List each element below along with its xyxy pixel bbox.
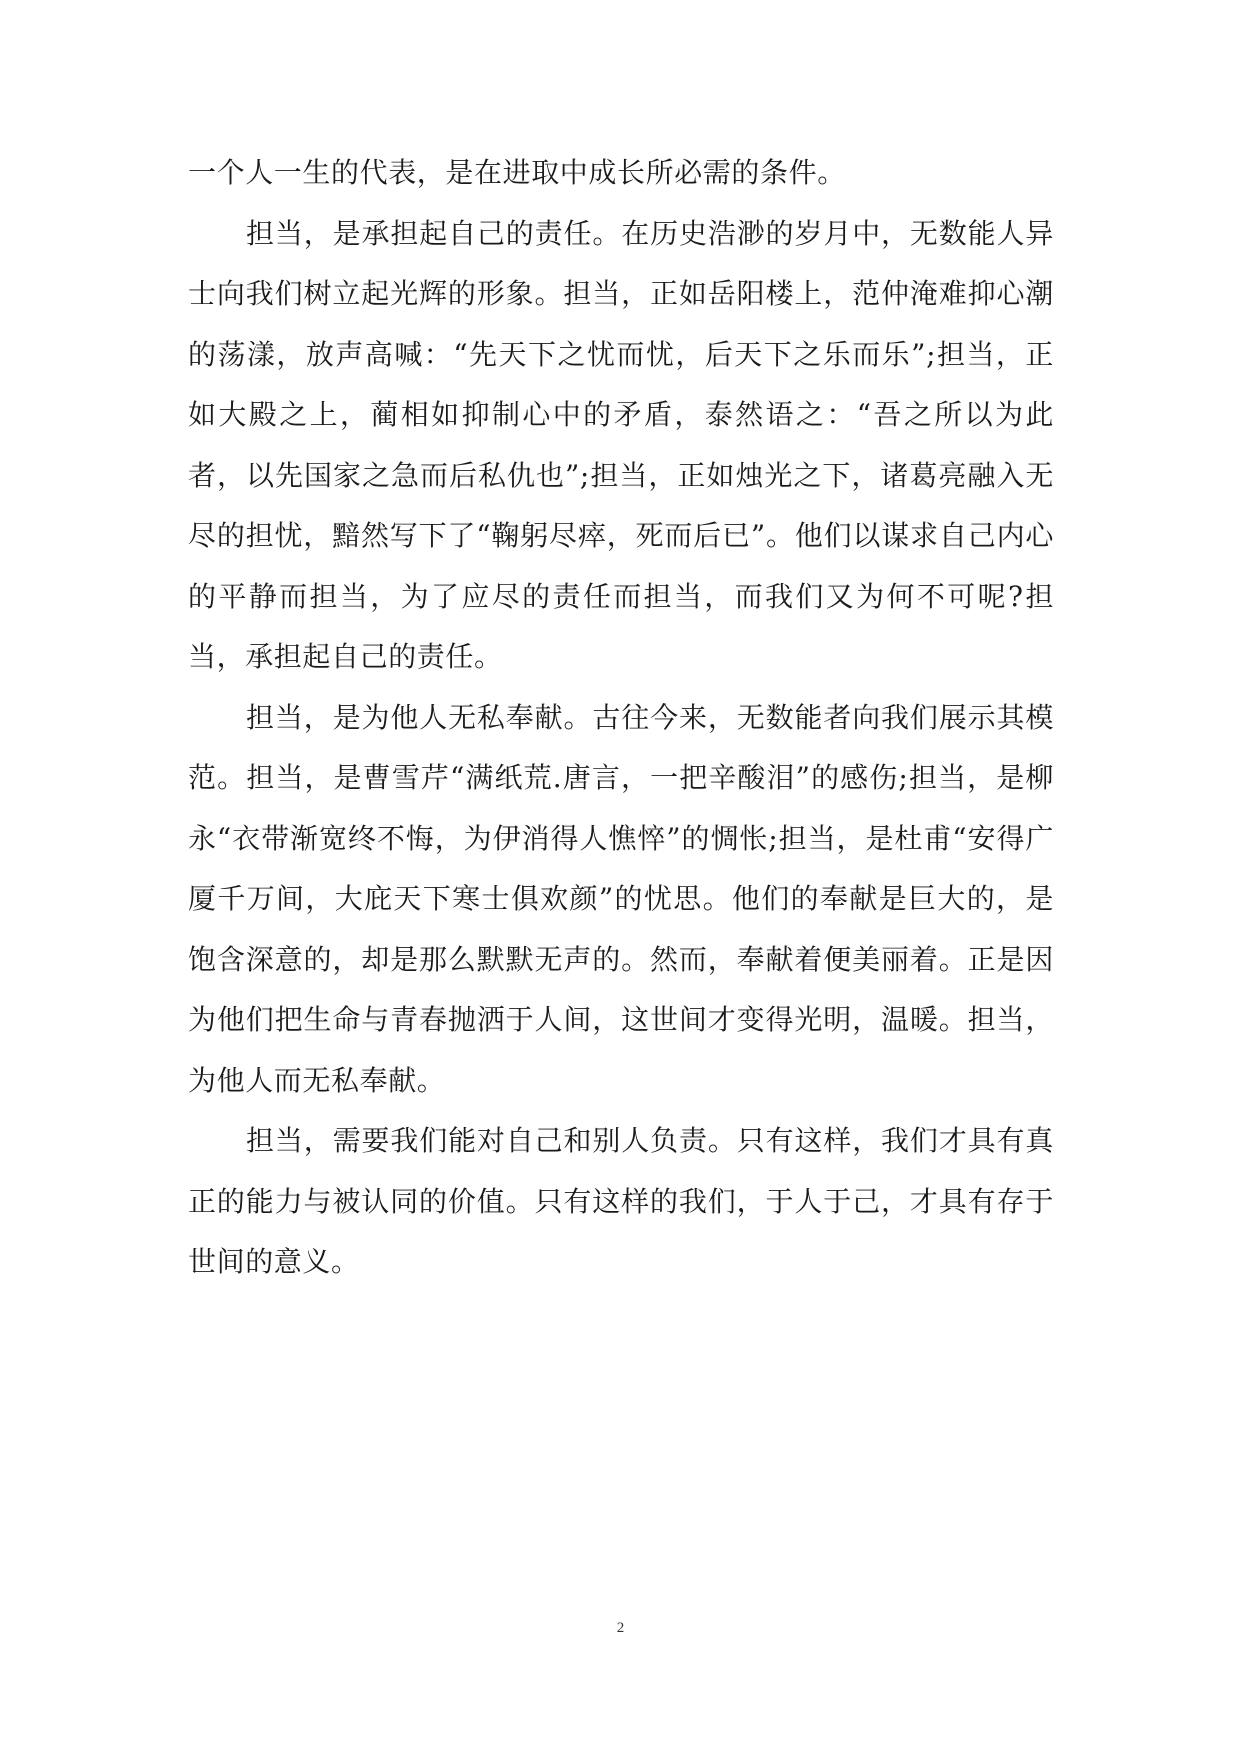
paragraph-dedication: 担当，是为他人无私奉献。古往今来，无数能者向我们展示其模范。担当，是曹雪芹“满纸荒.唐言，一把辛酸泪”的感伤;担当，是柳永“衣带渐宽终不悔，为伊消得人憔悴”的惆怅;担当，是杜甫“安得广厦千万间，大庇天下寒士俱欢颜”的忧思。他们的奉献是巨大的，是饱含深意的，却是那么默默无声的。然而，奉献着便美丽着。正是因为他们把生命与青春抛洒于人间，这世间才变得光明，温暖。担当，为他人而无私奉献。 <box>188 700 1054 1097</box>
body-text <box>188 143 1054 1293</box>
paragraph-responsibility: 担当，是承担起自己的责任。在历史浩渺的岁月中，无数能人异士向我们树立起光辉的形象。担当，正如岳阳楼上，范仲淹难抑心潮的荡漾，放声高喊：“先天下之忧而忧，后天下之乐而乐”;担当，正如大殿之上，蔺相如抑制心中的矛盾，泰然语之：“吾之所以为此者，以先国家之急而后私仇也”;担当，正如烛光之下，诸葛亮融入无尽的担忧，黯然写下了“鞠躬尽瘁，死而后已”。他们以谋求自己内心的平静而担当，为了应尽的责任而担当，而我们又为何不可呢?担当，承担起自己的责任。 <box>188 216 1054 673</box>
page-number: 2 <box>616 1620 625 1636</box>
paragraph-continuation: 一个人一生的代表，是在进取中成长所必需的条件。 <box>188 156 846 189</box>
paragraph-accountability: 担当，需要我们能对自己和别人负责。只有这样，我们才具有真正的能力与被认同的价值。只有这样的我们，于人于己，才具有存于世间的意义。 <box>188 1124 1054 1278</box>
